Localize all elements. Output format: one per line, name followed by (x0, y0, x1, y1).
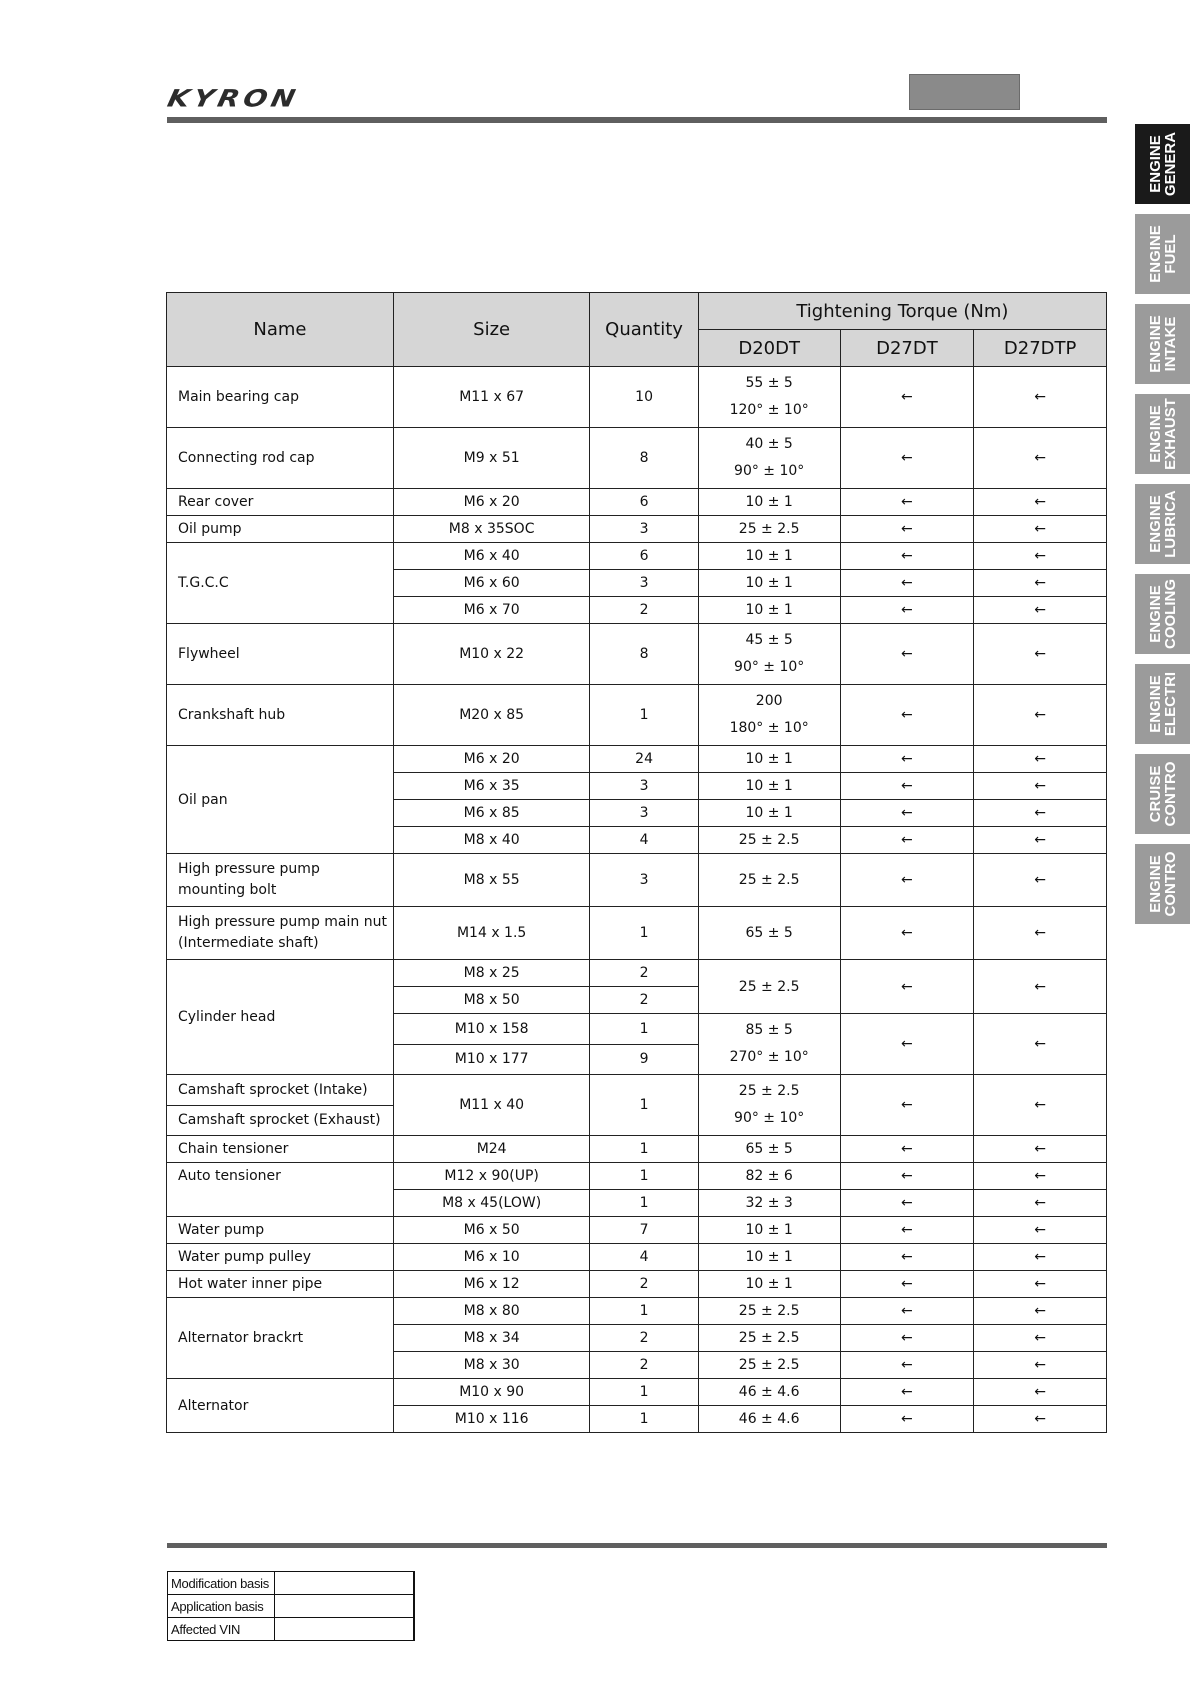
cell-size: M8 x 45(LOW) (393, 1190, 590, 1217)
cell-torque: 65 ± 5 (698, 1136, 840, 1163)
cell-qty: 9 (590, 1044, 698, 1075)
cell-qty: 3 (590, 854, 698, 907)
cell-same-arrow: ← (840, 543, 974, 570)
cell-same-arrow: ← (840, 1075, 974, 1136)
cell-same-arrow: ← (840, 854, 974, 907)
cell-same-arrow: ← (974, 624, 1107, 685)
tab-engine-electrical[interactable]: ENGINE ELECTRI (1135, 664, 1190, 744)
cell-qty: 1 (590, 1014, 698, 1045)
cell-same-arrow: ← (840, 1014, 974, 1075)
cell-qty: 1 (590, 1190, 698, 1217)
cell-size: M6 x 50 (393, 1217, 590, 1244)
cell-torque: 10 ± 1 (698, 1217, 840, 1244)
tab-engine-fuel[interactable]: ENGINE FUEL (1135, 214, 1190, 294)
cell-same-arrow: ← (974, 597, 1107, 624)
table-row (167, 854, 1107, 907)
cell-qty: 1 (590, 1298, 698, 1325)
cell-size: M8 x 40 (393, 827, 590, 854)
table-row (167, 1163, 1107, 1190)
cell-same-arrow: ← (840, 1190, 974, 1217)
cell-name: Oil pump (167, 516, 394, 543)
cell-size: M10 x 158 (393, 1014, 590, 1045)
cell-name: Crankshaft hub (167, 685, 394, 746)
tab-engine-general[interactable]: ENGINE GENERA (1135, 124, 1190, 204)
cell-same-arrow: ← (974, 1406, 1107, 1433)
cell-name: Water pump pulley (167, 1244, 394, 1271)
cell-size: M24 (393, 1136, 590, 1163)
cell-qty: 2 (590, 1325, 698, 1352)
cell-torque: 82 ± 6 (698, 1163, 840, 1190)
cell-size: M8 x 34 (393, 1325, 590, 1352)
cell-torque: 55 ± 5 120° ± 10° (698, 367, 840, 428)
cell-qty: 4 (590, 1244, 698, 1271)
cell-qty: 10 (590, 367, 698, 428)
cell-qty: 7 (590, 1217, 698, 1244)
cell-same-arrow: ← (974, 1298, 1107, 1325)
affected-vin-value (275, 1618, 415, 1641)
kyron-logo: KYRON (165, 84, 302, 113)
cell-name: Alternator (167, 1379, 394, 1433)
cell-size: M10 x 22 (393, 624, 590, 685)
cell-torque: 25 ± 2.5 (698, 1298, 840, 1325)
cell-qty: 1 (590, 1163, 698, 1190)
cell-same-arrow: ← (840, 907, 974, 960)
application-basis-label: Application basis (168, 1595, 275, 1618)
cell-torque: 32 ± 3 (698, 1190, 840, 1217)
cell-size: M9 x 51 (393, 428, 590, 489)
cell-size: M8 x 25 (393, 960, 590, 987)
tab-cruise-control[interactable]: CRUISE CONTRO (1135, 754, 1190, 834)
cell-name: Water pump (167, 1217, 394, 1244)
cell-size: M10 x 116 (393, 1406, 590, 1433)
table-row (167, 960, 1107, 987)
table-row (167, 1075, 1107, 1106)
cell-same-arrow: ← (840, 746, 974, 773)
cell-same-arrow: ← (974, 773, 1107, 800)
cell-qty: 3 (590, 800, 698, 827)
table-row (168, 1618, 415, 1641)
cell-size: M8 x 80 (393, 1298, 590, 1325)
cell-torque: 10 ± 1 (698, 1244, 840, 1271)
cell-qty: 3 (590, 773, 698, 800)
table-row (168, 1595, 415, 1618)
cell-qty: 3 (590, 516, 698, 543)
cell-size: M6 x 10 (393, 1244, 590, 1271)
cell-same-arrow: ← (840, 685, 974, 746)
cell-same-arrow: ← (840, 570, 974, 597)
cell-same-arrow: ← (974, 907, 1107, 960)
col-header-torque: Tightening Torque (Nm) (698, 293, 1106, 330)
revision-table (167, 1571, 415, 1641)
section-tabs (1135, 124, 1190, 934)
cell-same-arrow: ← (974, 854, 1107, 907)
cell-qty: 8 (590, 624, 698, 685)
cell-same-arrow: ← (974, 960, 1107, 1014)
cell-torque: 200 180° ± 10° (698, 685, 840, 746)
cell-name: T.G.C.C (167, 543, 394, 624)
cell-torque: 10 ± 1 (698, 1271, 840, 1298)
tab-engine-lubrication[interactable]: ENGINE LUBRICA (1135, 484, 1190, 564)
torque-spec-table (166, 292, 1107, 1433)
cell-same-arrow: ← (840, 773, 974, 800)
cell-name: High pressure pump mounting bolt (167, 854, 394, 907)
cell-same-arrow: ← (974, 1352, 1107, 1379)
cell-name: Alternator brackrt (167, 1298, 394, 1379)
tab-engine-cooling[interactable]: ENGINE COOLING (1135, 574, 1190, 654)
cell-same-arrow: ← (974, 489, 1107, 516)
table-row (167, 624, 1107, 685)
table-row (167, 428, 1107, 489)
cell-same-arrow: ← (840, 428, 974, 489)
cell-qty: 4 (590, 827, 698, 854)
cell-torque: 10 ± 1 (698, 773, 840, 800)
cell-name: Rear cover (167, 489, 394, 516)
table-row (167, 746, 1107, 773)
cell-torque: 25 ± 2.5 (698, 854, 840, 907)
cell-same-arrow: ← (974, 543, 1107, 570)
cell-same-arrow: ← (840, 827, 974, 854)
cell-name: Camshaft sprocket (Intake) (167, 1075, 394, 1106)
table-row (167, 907, 1107, 960)
cell-same-arrow: ← (974, 800, 1107, 827)
cell-torque: 10 ± 1 (698, 543, 840, 570)
col-header-size: Size (393, 293, 590, 367)
col-header-d27dt: D27DT (840, 330, 974, 367)
cell-qty: 2 (590, 1352, 698, 1379)
cell-torque: 10 ± 1 (698, 800, 840, 827)
modification-basis-value (275, 1572, 415, 1595)
cell-same-arrow: ← (974, 1379, 1107, 1406)
cell-torque: 10 ± 1 (698, 570, 840, 597)
cell-name: Main bearing cap (167, 367, 394, 428)
cell-same-arrow: ← (974, 1163, 1107, 1190)
tab-engine-exhaust[interactable]: ENGINE EXHAUST (1135, 394, 1190, 474)
cell-torque: 25 ± 2.5 (698, 516, 840, 543)
cell-size: M6 x 40 (393, 543, 590, 570)
cell-name: Auto tensioner (167, 1163, 394, 1217)
table-row (167, 1271, 1107, 1298)
cell-same-arrow: ← (840, 597, 974, 624)
cell-same-arrow: ← (974, 1217, 1107, 1244)
cell-size: M10 x 90 (393, 1379, 590, 1406)
cell-same-arrow: ← (840, 624, 974, 685)
cell-same-arrow: ← (840, 516, 974, 543)
cell-torque: 45 ± 5 90° ± 10° (698, 624, 840, 685)
cell-size: M6 x 60 (393, 570, 590, 597)
cell-torque: 65 ± 5 (698, 907, 840, 960)
table-row (167, 685, 1107, 746)
cell-name: Chain tensioner (167, 1136, 394, 1163)
cell-size: M6 x 12 (393, 1271, 590, 1298)
header-page-box (909, 74, 1020, 110)
cell-torque: 25 ± 2.5 (698, 1325, 840, 1352)
cell-same-arrow: ← (974, 367, 1107, 428)
cell-size: M8 x 55 (393, 854, 590, 907)
cell-torque: 85 ± 5 270° ± 10° (698, 1014, 840, 1075)
tab-engine-control[interactable]: ENGINE CONTRO (1135, 844, 1190, 924)
cell-same-arrow: ← (974, 1014, 1107, 1075)
table-row (167, 1217, 1107, 1244)
cell-qty: 24 (590, 746, 698, 773)
cell-same-arrow: ← (840, 1352, 974, 1379)
cell-name: Flywheel (167, 624, 394, 685)
application-basis-value (275, 1595, 415, 1618)
cell-size: M20 x 85 (393, 685, 590, 746)
cell-same-arrow: ← (974, 746, 1107, 773)
cell-qty: 2 (590, 987, 698, 1014)
cell-same-arrow: ← (974, 1075, 1107, 1136)
col-header-d20dt: D20DT (698, 330, 840, 367)
col-header-name: Name (167, 293, 394, 367)
cell-same-arrow: ← (974, 570, 1107, 597)
cell-qty: 1 (590, 685, 698, 746)
cell-same-arrow: ← (840, 800, 974, 827)
cell-same-arrow: ← (974, 428, 1107, 489)
cell-same-arrow: ← (840, 1244, 974, 1271)
cell-torque: 46 ± 4.6 (698, 1406, 840, 1433)
cell-same-arrow: ← (840, 1379, 974, 1406)
cell-name: Connecting rod cap (167, 428, 394, 489)
header-rule (167, 117, 1107, 123)
cell-name: High pressure pump main nut (Intermediate shaft) (167, 907, 394, 960)
cell-size: M6 x 70 (393, 597, 590, 624)
cell-name: Oil pan (167, 746, 394, 854)
cell-qty: 3 (590, 570, 698, 597)
cell-qty: 1 (590, 1075, 698, 1136)
cell-size: M6 x 20 (393, 746, 590, 773)
cell-torque: 10 ± 1 (698, 746, 840, 773)
cell-torque: 25 ± 2.5 (698, 960, 840, 1014)
cell-size: M8 x 35SOC (393, 516, 590, 543)
cell-torque: 10 ± 1 (698, 489, 840, 516)
cell-same-arrow: ← (840, 367, 974, 428)
table-row (167, 489, 1107, 516)
cell-same-arrow: ← (840, 1406, 974, 1433)
cell-same-arrow: ← (974, 516, 1107, 543)
affected-vin-label: Affected VIN (168, 1618, 275, 1641)
cell-same-arrow: ← (974, 827, 1107, 854)
footer-rule (167, 1543, 1107, 1548)
cell-same-arrow: ← (974, 685, 1107, 746)
cell-same-arrow: ← (974, 1136, 1107, 1163)
cell-size: M8 x 50 (393, 987, 590, 1014)
table-row (167, 1298, 1107, 1325)
cell-torque: 25 ± 2.5 (698, 1352, 840, 1379)
table-row (168, 1572, 415, 1595)
cell-same-arrow: ← (840, 489, 974, 516)
cell-qty: 1 (590, 907, 698, 960)
cell-qty: 2 (590, 1271, 698, 1298)
cell-size: M10 x 177 (393, 1044, 590, 1075)
tab-engine-intake[interactable]: ENGINE INTAKE (1135, 304, 1190, 384)
table-row (167, 516, 1107, 543)
cell-qty: 1 (590, 1379, 698, 1406)
cell-qty: 2 (590, 597, 698, 624)
table-row (167, 1244, 1107, 1271)
cell-torque: 40 ± 5 90° ± 10° (698, 428, 840, 489)
cell-torque: 10 ± 1 (698, 597, 840, 624)
cell-size: M14 x 1.5 (393, 907, 590, 960)
cell-same-arrow: ← (840, 1163, 974, 1190)
cell-size: M11 x 40 (393, 1075, 590, 1136)
cell-qty: 2 (590, 960, 698, 987)
cell-same-arrow: ← (840, 1136, 974, 1163)
cell-same-arrow: ← (840, 960, 974, 1014)
cell-torque: 46 ± 4.6 (698, 1379, 840, 1406)
col-header-d27dtp: D27DTP (974, 330, 1107, 367)
cell-name: Hot water inner pipe (167, 1271, 394, 1298)
cell-qty: 8 (590, 428, 698, 489)
cell-qty: 6 (590, 543, 698, 570)
col-header-quantity: Quantity (590, 293, 698, 367)
cell-qty: 6 (590, 489, 698, 516)
table-row (167, 1136, 1107, 1163)
cell-same-arrow: ← (974, 1271, 1107, 1298)
cell-name: Camshaft sprocket (Exhaust) (167, 1105, 394, 1136)
table-row (167, 1379, 1107, 1406)
cell-size: M6 x 20 (393, 489, 590, 516)
cell-same-arrow: ← (840, 1217, 974, 1244)
cell-qty: 1 (590, 1136, 698, 1163)
cell-same-arrow: ← (840, 1298, 974, 1325)
cell-same-arrow: ← (974, 1325, 1107, 1352)
cell-size: M8 x 30 (393, 1352, 590, 1379)
cell-size: M11 x 67 (393, 367, 590, 428)
cell-torque: 25 ± 2.5 90° ± 10° (698, 1075, 840, 1136)
cell-same-arrow: ← (974, 1244, 1107, 1271)
cell-size: M12 x 90(UP) (393, 1163, 590, 1190)
cell-size: M6 x 35 (393, 773, 590, 800)
cell-qty: 1 (590, 1406, 698, 1433)
table-row (167, 367, 1107, 428)
cell-same-arrow: ← (974, 1190, 1107, 1217)
modification-basis-label: Modification basis (168, 1572, 275, 1595)
cell-torque: 25 ± 2.5 (698, 827, 840, 854)
cell-same-arrow: ← (840, 1325, 974, 1352)
table-row (167, 543, 1107, 570)
cell-size: M6 x 85 (393, 800, 590, 827)
cell-same-arrow: ← (840, 1271, 974, 1298)
cell-name: Cylinder head (167, 960, 394, 1075)
